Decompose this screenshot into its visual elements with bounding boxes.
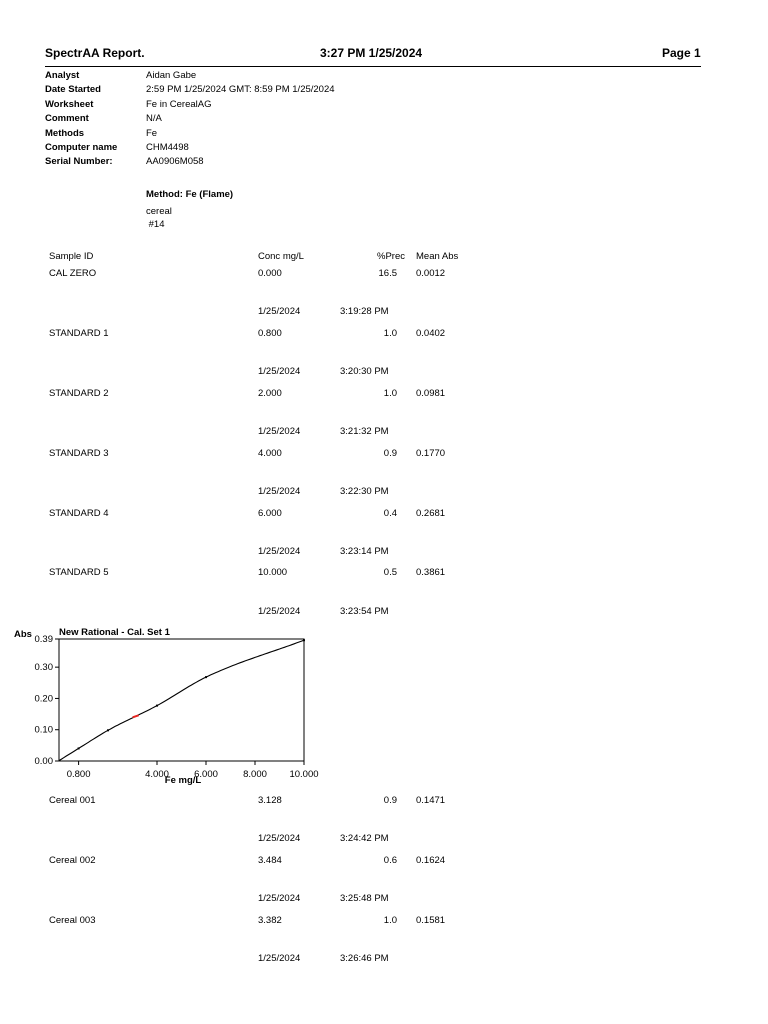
sample-prec: 1.0 xyxy=(383,328,397,339)
sample-id: STANDARD 1 xyxy=(49,328,109,339)
standard-point xyxy=(303,639,305,641)
meta-label: Analyst xyxy=(45,70,80,81)
meta-value: N/A xyxy=(146,113,162,125)
method-line1: cereal xyxy=(146,206,172,217)
sample-id: STANDARD 5 xyxy=(49,567,109,578)
sample-conc: 0.800 xyxy=(258,328,282,339)
sample-id: Cereal 003 xyxy=(49,915,96,926)
standard-points xyxy=(78,639,305,749)
sample-time: 3:23:54 PM xyxy=(340,606,389,617)
sample-conc: 6.000 xyxy=(258,508,282,519)
sample-abs: 0.2681 xyxy=(416,508,446,519)
meta-value: AA0906M058 xyxy=(146,156,204,168)
sample-time: 3:23:14 PM xyxy=(340,546,389,557)
meta-value: CHM4498 xyxy=(146,142,189,154)
sample-date: 1/25/2024 xyxy=(258,366,301,377)
sample-prec: 0.6 xyxy=(383,855,397,866)
sample-id: Cereal 001 xyxy=(49,795,96,806)
sample-marker xyxy=(133,715,139,717)
sample-id: STANDARD 4 xyxy=(49,508,109,519)
x-tick-label: 10.000 xyxy=(289,769,319,780)
sample-prec: 0.4 xyxy=(383,508,397,519)
sample-abs: 0.1581 xyxy=(416,915,446,926)
standard-point xyxy=(107,729,109,731)
report-timestamp: 3:27 PM 1/25/2024 xyxy=(320,46,423,60)
calibration-curve xyxy=(59,640,304,760)
x-tick-label: 4.000 xyxy=(145,769,169,780)
sample-prec: 0.5 xyxy=(383,567,397,578)
col-prec: %Prec xyxy=(377,251,405,262)
meta-label: Worksheet xyxy=(45,98,94,110)
sample-conc: 3.484 xyxy=(258,855,282,866)
sample-prec: 1.0 xyxy=(383,915,397,926)
method-line2: #14 xyxy=(146,219,165,230)
y-tick-label: 0.20 xyxy=(34,693,53,705)
y-tick-label: 0.00 xyxy=(34,756,53,767)
chart-y-label: Abs xyxy=(14,629,32,640)
plot-frame xyxy=(59,639,304,761)
meta-labels xyxy=(45,69,117,170)
sample-prec: 1.0 xyxy=(383,388,397,399)
sample-time: 3:26:46 PM xyxy=(340,953,389,964)
sample-time: 3:20:30 PM xyxy=(340,366,389,377)
meta-label: Comment xyxy=(45,113,89,125)
meta-label: Computer name xyxy=(45,142,118,154)
standard-point xyxy=(78,747,80,749)
y-tick-label: 0.30 xyxy=(34,662,53,674)
sample-time: 3:19:28 PM xyxy=(340,306,389,317)
sample-abs: 0.0012 xyxy=(416,268,446,279)
sample-prec: 0.9 xyxy=(383,795,397,806)
meta-value: Aidan Gabe xyxy=(146,70,197,81)
sample-date: 1/25/2024 xyxy=(258,893,301,904)
y-tick-label: 0.39 xyxy=(34,634,53,645)
sample-time: 3:21:32 PM xyxy=(340,426,389,437)
y-ticks xyxy=(35,634,60,767)
header-rule xyxy=(45,66,701,67)
sample-date: 1/25/2024 xyxy=(258,486,301,497)
report-title: SpectrAA Report. xyxy=(45,46,145,60)
sample-prec: 0.9 xyxy=(383,448,397,459)
sample-time: 3:25:48 PM xyxy=(340,893,389,904)
meta-value: Fe xyxy=(146,127,158,139)
sample-conc: 10.000 xyxy=(258,567,288,578)
sample-abs: 0.0981 xyxy=(416,388,446,399)
sample-conc: 4.000 xyxy=(258,448,282,459)
sample-date: 1/25/2024 xyxy=(258,606,301,617)
sample-date: 1/25/2024 xyxy=(258,833,301,844)
col-mean-abs: Mean Abs xyxy=(416,251,459,262)
meta-label: Methods xyxy=(45,127,85,139)
meta-label: Date Started xyxy=(45,84,101,96)
chart-x-label: Fe mg/L xyxy=(164,775,202,786)
sample-id: STANDARD 2 xyxy=(49,388,109,399)
meta-label: Serial Number: xyxy=(45,156,113,168)
sample-date: 1/25/2024 xyxy=(258,426,301,437)
col-sample-id: Sample ID xyxy=(49,251,94,262)
x-tick-label: 6.000 xyxy=(194,769,218,780)
sample-id: CAL ZERO xyxy=(49,268,97,279)
sample-date: 1/25/2024 xyxy=(258,953,301,964)
sample-id: STANDARD 3 xyxy=(49,448,109,459)
x-tick-label: 8.000 xyxy=(243,769,267,780)
sample-abs: 0.1624 xyxy=(416,855,446,866)
sample-conc: 2.000 xyxy=(258,388,282,399)
x-tick-label: 0.800 xyxy=(66,769,91,780)
meta-value: Fe in CerealAG xyxy=(146,98,212,110)
meta-values xyxy=(146,69,335,170)
sample-conc: 0.000 xyxy=(258,268,282,279)
method-title: Method: Fe (Flame) xyxy=(146,189,234,200)
standard-point xyxy=(205,676,207,678)
col-conc: Conc mg/L xyxy=(258,251,304,262)
sample-time: 3:24:42 PM xyxy=(340,833,389,844)
sample-conc: 3.382 xyxy=(258,915,282,926)
sample-abs: 0.0402 xyxy=(416,328,446,339)
standard-point xyxy=(156,705,158,707)
meta-value: 2:59 PM 1/25/2024 GMT: 8:59 PM 1/25/2024 xyxy=(146,84,335,96)
calibration-chart xyxy=(0,622,320,792)
sample-date: 1/25/2024 xyxy=(258,546,301,557)
sample-date: 1/25/2024 xyxy=(258,306,301,317)
sample-abs: 0.3861 xyxy=(416,567,446,578)
y-tick-label: 0.10 xyxy=(34,724,53,736)
sample-abs: 0.1471 xyxy=(416,795,446,806)
sample-prec: 16.5 xyxy=(378,268,397,279)
sample-abs: 0.1770 xyxy=(416,448,446,459)
chart-title: New Rational - Cal. Set 1 xyxy=(59,627,170,638)
sample-conc: 3.128 xyxy=(258,795,282,806)
sample-time: 3:22:30 PM xyxy=(340,486,389,497)
page-number: Page 1 xyxy=(662,46,701,60)
sample-id: Cereal 002 xyxy=(49,855,96,866)
